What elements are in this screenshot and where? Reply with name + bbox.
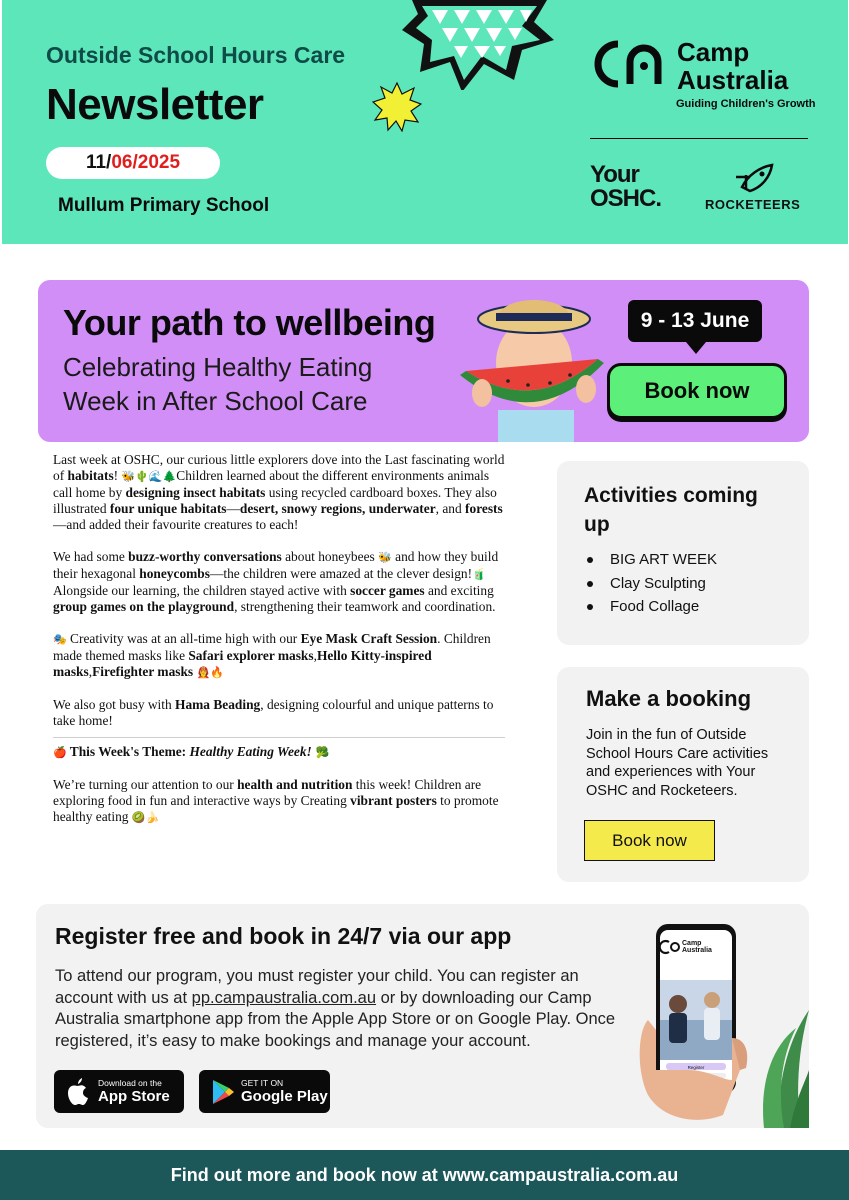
banner-subtitle-line2: Week in After School Care (63, 386, 368, 416)
google-play-big-label: Google Play (241, 1088, 328, 1105)
event-dates-badge: 9 - 13 June (628, 300, 762, 342)
list-item: Food Collage (584, 595, 717, 619)
google-play-button[interactable] (199, 1070, 330, 1113)
google-play-icon (211, 1079, 235, 1105)
book-now-button[interactable]: Book now (584, 820, 715, 861)
article-paragraph-habitats: Last week at OSHC, our curious little explorers dove into the Last fascinating world of habitats! 🐝🌵🌊🌲Children learned about the different environments animals call home by designing insect habitats using recycled cardboard boxes. They also illustrated four unique habitats—desert, snowy regions, underwater, and forests—and added their favourite creatures to each! (53, 452, 505, 532)
date-badge (46, 147, 220, 179)
apple-icon (66, 1078, 90, 1106)
brand-name-australia: Australia (677, 65, 789, 95)
box-emoji-icon: 🧃 (472, 568, 486, 581)
phone-brand-line2: Australia (682, 947, 712, 954)
register-link[interactable]: pp.campaustralia.com.au (191, 988, 377, 1007)
rocketeers-logo: ROCKETEERS (705, 197, 801, 212)
brand-divider (590, 138, 808, 139)
camp-australia-logo-icon (588, 36, 668, 92)
article-paragraph-nutrition: We’re turning our attention to our health and nutrition this week! Children are exploring food in fun and interactive ways by Creating vibrant posters to promote healthy eating 🥝🍌 (53, 777, 499, 824)
booking-description: Join in the fun of Outside School Hours Care activities and experiences with Your OSHC and Rocketeers. (586, 727, 769, 799)
your-oshc-logo-line1: Your (590, 161, 639, 188)
app-store-small-label: Download on the (98, 1078, 162, 1088)
child-with-watermelon-image (458, 285, 608, 442)
article-paragraph-honeybees: We had some buzz-worthy conversations about honeybees 🐝 and how they build their hexagonal honeycombs—the children were amazed at the clever design!🧃 Alongside our learning, the children stayed active with soccer games and exciting group games on the playground, strengthening their teamwork and coordination. (53, 549, 499, 614)
page-title: Newsletter (46, 80, 264, 129)
rocket-icon (732, 163, 776, 193)
list-item: BIG ART WEEK (584, 548, 717, 572)
register-title: Register free and book in 24/7 via our app (55, 923, 512, 949)
banner-headline: Your path to wellbeing (63, 302, 436, 343)
firefighter-emoji-icon: 👩‍🚒🔥 (193, 666, 225, 679)
footer-cta[interactable]: Find out more and book now at www.campaustralia.com.au (0, 1150, 849, 1200)
mask-emoji-icon: 🎭 (53, 633, 67, 646)
brand-name-camp: Camp (677, 37, 750, 67)
banner-book-now-button[interactable]: Book now (607, 363, 787, 419)
article-theme-heading: 🍎 This Week's Theme: Healthy Eating Week! 🥦 (53, 744, 330, 759)
sunburst-icon (372, 82, 422, 132)
phone-register-button-label: Register (687, 1065, 705, 1070)
fruit-emoji-icon: 🥝🍌 (131, 811, 160, 824)
activities-list (584, 548, 717, 619)
app-store-big-label: App Store (98, 1088, 170, 1105)
register-description: To attend our program, you must register your child. You can register an account with us at pp.campaustralia.com.au or by downloading our Camp Australia smartphone app from the Apple App Store or on Google Play. Once registered, it’s easy to make bookings and manage your account. (55, 967, 616, 1050)
event-dates-badge-tail (686, 342, 706, 354)
habitat-emoji-icon: 🐝🌵🌊🌲 (121, 470, 177, 483)
article-paragraph-masks: 🎭 Creativity was at an all-time high with our Eye Mask Craft Session. Children made themed masks like Safari explorer masks,Hello Kitty-inspired masks,Firefighter masks 👩‍🚒🔥 (53, 631, 491, 679)
article-paragraph-hama: We also got busy with Hama Beading, designing colourful and unique patterns to take home! (53, 697, 494, 728)
school-name: Mullum Primary School (58, 195, 270, 216)
phone-brand-line1: Camp (682, 940, 702, 947)
triangle-pattern-badge-icon (402, 0, 557, 90)
banner-subtitle-line1: Celebrating Healthy Eating (63, 352, 373, 382)
booking-title: Make a booking (586, 686, 752, 711)
newsletter-article (53, 452, 508, 842)
article-divider (53, 737, 505, 738)
broccoli-emoji-icon: 🥦 (311, 746, 330, 759)
your-oshc-logo-line2: OSHC. (590, 185, 662, 212)
list-item: Clay Sculpting (584, 572, 717, 596)
header-eyebrow: Outside School Hours Care (46, 42, 346, 68)
date-month-year: 06/2025 (111, 152, 181, 173)
activities-title: Activities coming up (584, 484, 758, 536)
brand-tagline: Guiding Children's Growth (676, 98, 816, 110)
google-play-small-label: GET IT ON (241, 1078, 284, 1088)
bee-emoji-icon: 🐝 (378, 551, 392, 564)
phone-in-hand-image (628, 920, 809, 1128)
app-store-button[interactable] (54, 1070, 184, 1113)
date-day: 11/ (85, 152, 112, 173)
apple-emoji-icon: 🍎 (53, 746, 67, 759)
